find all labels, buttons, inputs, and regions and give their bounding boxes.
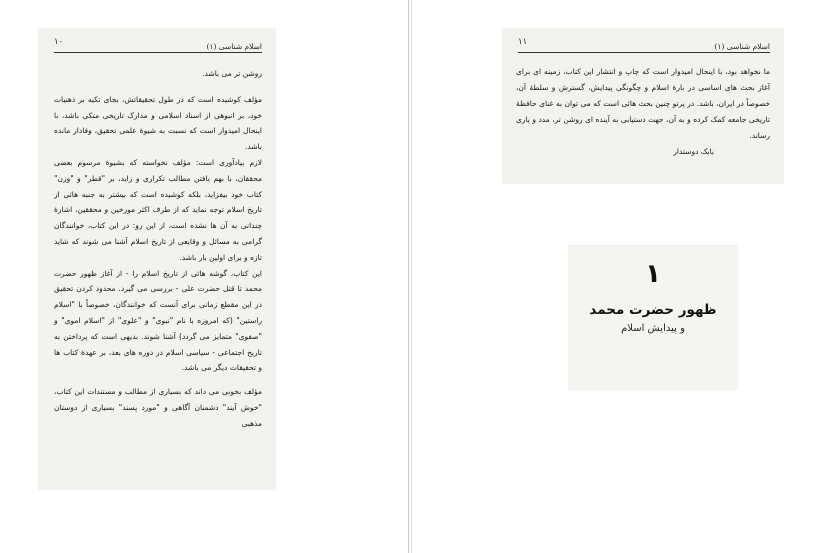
page-header [518,34,770,53]
chapter-title-page [568,245,738,390]
chapter-title: ظهور حضرت محمد [589,302,717,318]
paragraph: لازم بیادآوری است: مؤلف نخواسته که بشیوهٔ مرسوم بعضی محققان، با بهم بافتن مطالب تکراری و زاید، بر "قطر" و "وزن" کتاب خود بیفزاید، بلکه کوشیده است که بیشتر به جنبه هائی از تاریخ اسلام توجه نماید که از طرف اکثر مورخین و محققین، اشارهٔ چندانی به آن ها نشده است، از این رو: در این کتاب، خوانندگان گرامی به مسائل و وقایعی از تاریخ اسلام آشنا می شوند که شاید تازه و برای اولین بار باشد. [54,157,262,262]
author-signature: بابک دوستدار [673,147,714,156]
paragraph: مؤلف بخوبی می داند که بسیاری از مطالب و مستندات این کتاب، "خوش آیند" دشمنان آگاهی و "مورد پسند" بسیاری از دوستان مذهبی [54,387,262,428]
paragraph: این کتاب، گوشه هائی از تاریخ اسلام را - از آغاز ظهور حضرت محمد تا قتل حضرت علی - بررسی می گیرد. محدود کردن تحقیق در این مقطع زمانی برای آنست که خوانندگان، خصوصاً با "اسلام راستین" (که امروزه با نام "نبوی" و "علوی" از "اسلام اموی" و "صفوی" متمایز می گردد) آشنا شوند. بدیهی است که پرداختن به تاریخ اجتماعی - سیاسی اسلام در دوره های بعد، بر عهدهٔ کتاب ها و تحقیقات دیگر می باشد. [54,268,262,373]
paragraph: مؤلف کوشیده است که در طول تحقیقاتش، بجای تکیه بر ذهنیات خود، بر انبوهی از اسناد اسلامی و مدارک تاریخی متکی باشد، با اینحال امیدوار است که نسبت به شیوهٔ علمی تحقیق، وفادار مانده باشد. [54,94,262,152]
paragraph: ما نخواهد بود، با اینحال امیدوار است که چاپ و انتشار این کتاب، زمینه ای برای آغاز بحث های اساسی در بارهٔ اسلام و چگونگی پیدایش، گسترش و سلطهٔ آن، خصوصاً در ایران، باشد. در پرتو چنین بحث هائی است که می توان به غنای حافظهٔ تاریخی جامعه کمک کرده و به آن، جهت دستیابی به آینده ای روشن تر، مدد و یاری رساند. [516,67,770,140]
spread-divider [408,0,409,553]
page-body [516,64,770,160]
page-10 [38,28,276,490]
page-11 [502,28,784,184]
paragraph: روشن تر می باشد. [202,69,262,78]
chapter-number: ۱ [645,259,661,289]
running-title: اسلام شناسی (۱) [206,42,262,51]
page-number: ۱۰ [54,37,64,47]
page-header [54,34,262,53]
chapter-subtitle: و پیدایش اسلام [621,323,685,334]
spread-divider-shadow [411,0,412,553]
page-number: ۱۱ [518,37,528,47]
running-title: اسلام شناسی (۱) [714,42,770,51]
page-body [54,66,262,432]
